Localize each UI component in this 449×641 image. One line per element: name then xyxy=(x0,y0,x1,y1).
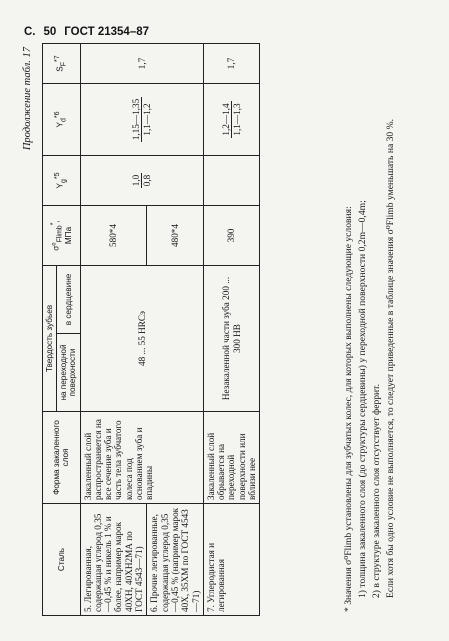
yg-symbol: Y xyxy=(55,183,65,189)
cell-sigma: 580*4 xyxy=(80,206,147,266)
cell-steel: 5. Легированная, содержащая углерод 0,35—0,45 % и никель 1 % и более, например марок 40ХН, 40ХН2МА по ГОСТ 4543—71) xyxy=(80,504,147,616)
col-layer-shape: Форма закаленного слоя xyxy=(43,412,81,504)
page-prefix: С. xyxy=(24,26,36,38)
sigma-symbol: σ⁰ xyxy=(51,242,61,251)
table-caption: Продолжение табл. 17 xyxy=(22,47,33,151)
cell-sf: 1,7 xyxy=(80,44,203,84)
sf-subscript: F xyxy=(60,61,68,67)
cell-shape: Закаленный слой обрывается на переходной поверхности или вблизи нее xyxy=(203,412,259,504)
yg-fraction xyxy=(131,173,153,188)
yd-fraction xyxy=(221,101,243,137)
cell-yg xyxy=(80,156,203,206)
yd-numerator: 1,15—1,35 xyxy=(130,98,141,141)
table-row xyxy=(203,44,259,616)
col-yd xyxy=(43,84,81,156)
yg-numerator: 1,0 xyxy=(130,174,141,187)
note-line: * Значения σ⁰Flimb установлены для зубчатых колес, для которых выполнены следующие условия: xyxy=(343,206,354,612)
yd-symbol: Y xyxy=(55,122,65,128)
col-sf xyxy=(43,44,81,84)
yg-denominator: 0,8 xyxy=(142,174,153,187)
page-header xyxy=(24,26,434,38)
cell-steel: 7. Углеродистая и легированная xyxy=(203,504,259,616)
yd-denominator: 1,1—1,2 xyxy=(142,103,153,136)
col-steel: Сталь xyxy=(43,504,81,616)
col-sigma: $\sigma^0_{Flimb}^*$, МПа xyxy=(43,206,81,266)
cell-sf: 1,7 xyxy=(203,44,259,84)
col-hardness-core: в сердцевине xyxy=(57,266,80,334)
table-17 xyxy=(42,43,260,616)
yd-denominator: 1,1—1,3 xyxy=(232,103,243,136)
yd-numerator: 1,2—1,4 xyxy=(220,103,231,136)
table-row xyxy=(80,44,147,616)
cell-hardness: Незакаленной части зуба 200 ... 300 HB xyxy=(203,266,259,412)
header-row xyxy=(43,44,57,616)
sigma-subscript: Flimb xyxy=(55,225,63,243)
cell-sigma: 480*4 xyxy=(147,206,203,266)
sf-footnote-mark: *7 xyxy=(54,55,62,62)
cell-sigma: 390 xyxy=(203,206,259,266)
yd-subscript: d xyxy=(60,118,68,123)
yg-subscript: g xyxy=(60,179,68,184)
cell-yd xyxy=(203,84,259,156)
note-line: Если хотя бы одно условие не выполняется, то следует приведенные в таблице значения σ⁰Flimb уменьшать на 30 %. xyxy=(384,119,396,598)
rotated-table-block xyxy=(16,39,436,624)
cell-steel: 6. Прочие легированные, содержащая углерод 0,35—0,45 % (например марок 40Х, 35ХМ по ГОСТ 4543—71) xyxy=(147,504,203,616)
page-number: 50 xyxy=(43,26,57,38)
yd-fraction xyxy=(131,97,153,142)
cell-yg xyxy=(203,156,259,206)
sigma-unit: МПа xyxy=(63,226,73,245)
standard-code: ГОСТ 21354–87 xyxy=(64,26,150,38)
cell-hardness: 48 ... 55 HRCэ xyxy=(80,266,203,412)
cell-shape: Закаленный слой распространяется на все сечение зуба и часть тела зубчатого колеса под основанием зуба и впадины xyxy=(80,412,203,504)
cell-yd xyxy=(80,84,203,156)
note-line: 2) в структуре закаленного слоя отсутствует феррит. xyxy=(370,383,382,598)
sf-symbol: S xyxy=(55,66,65,72)
note-line: 1) толщина закаленного слоя (до структуры сердцевины) у переходной поверхности 0,2m—0,4m; xyxy=(356,200,368,598)
col-yg xyxy=(43,156,81,206)
table-notes xyxy=(342,47,398,612)
sigma-footnote-mark: * xyxy=(49,222,57,226)
col-hardness: Твердость зубьев xyxy=(43,266,57,412)
yg-footnote-mark: *5 xyxy=(54,172,62,180)
yd-footnote-mark: *6 xyxy=(54,111,62,119)
col-hardness-surface: на переходной поверхности xyxy=(57,334,80,412)
